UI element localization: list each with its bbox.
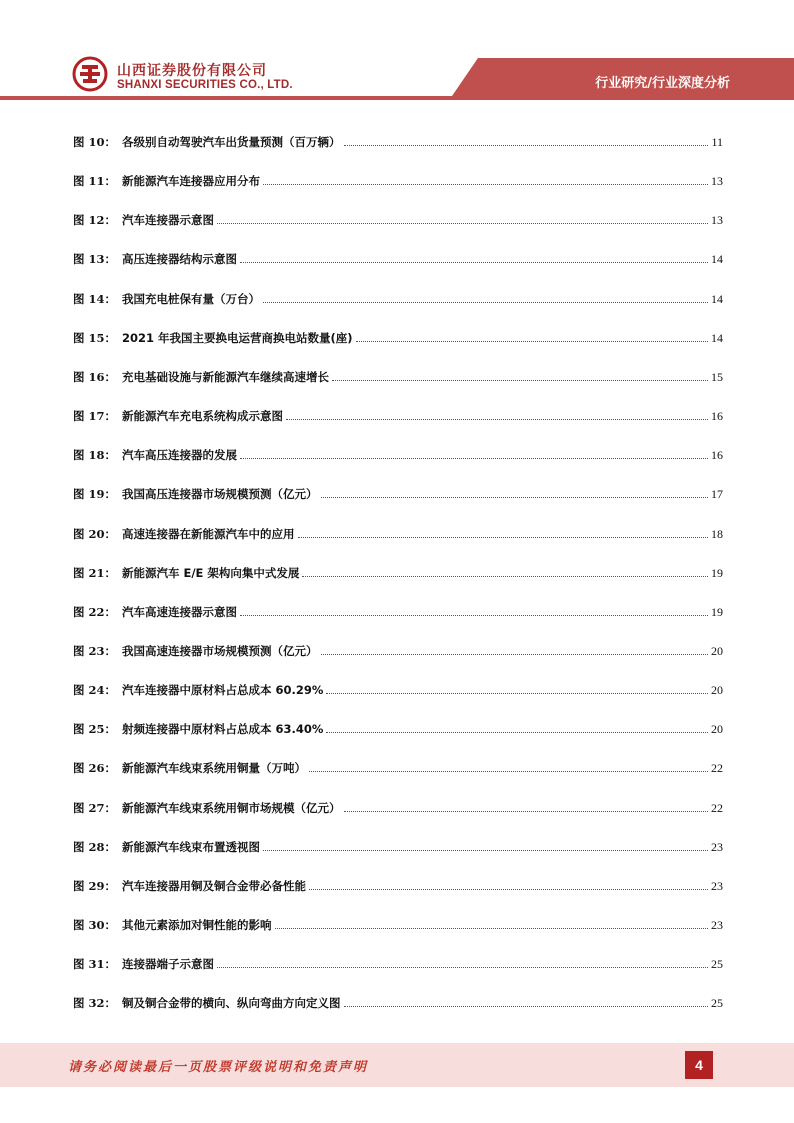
toc-entry-title: 新能源汽车充电系统构成示意图 [122,409,283,424]
toc-entry[interactable] [73,678,723,698]
toc-entry-page: 13 [711,213,723,228]
toc-entry-page: 22 [711,761,723,776]
toc-entry-page: 20 [711,722,723,737]
toc-dot-leader [332,379,708,381]
toc-entry-page: 23 [711,839,723,854]
toc-entry-title: 各级别自动驾驶汽车出货量预测（百万辆） [122,135,341,149]
toc-entry-label: 图 12： [73,213,117,228]
toc-entry-label: 图 29： [73,878,117,893]
toc-dot-leader [326,692,708,694]
toc-entry-title: 充电基础设施与新能源汽车继续高速增长 [122,369,329,384]
toc-entry[interactable] [73,835,723,855]
toc-entry-label: 图 26： [73,761,117,776]
toc-entry-title: 2021 年我国主要换电运营商换电站数量(座) [122,330,353,345]
toc-entry-page: 17 [711,487,723,502]
shanxi-securities-logo-icon [72,56,108,92]
toc-entry-title: 汽车高速连接器示意图 [122,604,237,619]
toc-entry[interactable] [73,952,723,972]
toc-entry[interactable] [73,130,723,150]
toc-entry-title: 汽车连接器示意图 [122,213,214,228]
company-name-en: SHANXI SECURITIES CO., LTD. [117,79,293,91]
toc-dot-leader [321,496,709,498]
toc-entry-page: 19 [711,604,723,619]
toc-entry[interactable] [73,365,723,385]
toc-entry-title: 新能源汽车线束布置透视图 [122,839,260,854]
toc-entry[interactable] [73,404,723,424]
toc-entry-title: 高压连接器结构示意图 [122,252,237,267]
toc-dot-leader [302,575,708,577]
toc-entry[interactable] [73,600,723,620]
toc-entry-label: 图 27： [73,800,117,815]
toc-entry-title: 高速连接器在新能源汽车中的应用 [122,526,295,541]
toc-entry[interactable] [73,326,723,346]
toc-entry[interactable] [73,208,723,228]
toc-entry-title: 新能源汽车 E/E 架构向集中式发展 [122,565,300,580]
toc-dot-leader [309,888,708,890]
page-footer [0,1043,794,1087]
toc-dot-leader [217,966,708,968]
toc-entry-page: 14 [711,252,723,267]
toc-dot-leader [309,770,708,772]
toc-entry-title: 我国充电桩保有量（万台） [122,291,260,306]
toc-entry-page: 23 [711,878,723,893]
toc-dot-leader [240,261,708,263]
toc-entry-page: 23 [711,918,723,932]
toc-dot-leader [321,653,709,655]
toc-entry-title: 汽车连接器用铜及铜合金带必备性能 [122,878,306,893]
toc-entry-page: 14 [711,291,723,306]
toc-entry[interactable] [73,561,723,581]
toc-entry-label: 图 25： [73,722,117,737]
toc-dot-leader [298,536,709,538]
toc-dot-leader [217,222,708,224]
toc-entry-label: 图 10： [73,135,117,149]
toc-entry-label: 图 24： [73,683,117,698]
toc-entry[interactable] [73,756,723,776]
toc-entry[interactable] [73,991,723,1011]
toc-entry[interactable] [73,522,723,542]
toc-entry-label: 图 18： [73,448,117,463]
header-banner-shape [0,0,794,110]
toc-entry-label: 图 23： [73,643,117,658]
toc-entry-label: 图 13： [73,252,117,267]
toc-entry-page: 22 [711,800,723,815]
toc-entry-label: 图 31： [73,957,117,972]
toc-entry-label: 图 20： [73,526,117,541]
toc-entry[interactable] [73,287,723,307]
toc-dot-leader [344,144,709,146]
toc-entry-title: 汽车高压连接器的发展 [122,448,237,463]
toc-entry-page: 11 [711,135,723,149]
toc-entry-title: 我国高速连接器市场规模预测（亿元） [122,643,318,658]
toc-entry-label: 图 28： [73,839,117,854]
toc-dot-leader [344,1005,709,1007]
toc-entry-title: 新能源汽车线束系统用铜市场规模（亿元） [122,800,341,815]
toc-entry-title: 我国高压连接器市场规模预测（亿元） [122,487,318,502]
toc-entry[interactable] [73,796,723,816]
toc-entry-page: 20 [711,683,723,698]
toc-entry-label: 图 21： [73,565,117,580]
toc-entry[interactable] [73,639,723,659]
toc-entry-title: 连接器端子示意图 [122,957,214,972]
toc-entry-label: 图 22： [73,604,117,619]
toc-entry[interactable] [73,443,723,463]
toc-entry-page: 20 [711,643,723,658]
toc-entry-page: 13 [711,174,723,189]
toc-entry-title: 其他元素添加对铜性能的影响 [122,918,272,932]
toc-entry-page: 25 [711,996,723,1011]
page-number: 4 [685,1051,713,1079]
toc-entry-title: 铜及铜合金带的横向、纵向弯曲方向定义图 [122,996,341,1011]
toc-dot-leader [263,849,708,851]
toc-entry-page: 16 [711,409,723,424]
toc-dot-leader [263,183,708,185]
toc-entry[interactable] [73,874,723,894]
toc-entry-label: 图 14： [73,291,117,306]
toc-dot-leader [286,418,708,420]
toc-dot-leader [326,731,708,733]
toc-entry-page: 19 [711,565,723,580]
toc-entry-label: 图 15： [73,330,117,345]
company-name-cn: 山西证券股份有限公司 [117,63,267,79]
toc-dot-leader [356,340,708,342]
toc-entry-label: 图 11： [73,174,117,189]
toc-dot-leader [240,457,708,459]
toc-entry-label: 图 17： [73,409,117,424]
toc-entry-page: 16 [711,448,723,463]
toc-entry-page: 14 [711,330,723,345]
toc-entry[interactable] [73,482,723,502]
toc-entry-label: 图 32： [73,996,117,1011]
toc-entry-title: 汽车连接器中原材料占总成本 60.29% [122,683,324,698]
toc-entry[interactable] [73,717,723,737]
toc-dot-leader [263,301,708,303]
toc-dot-leader [240,614,708,616]
toc-dot-leader [275,927,709,929]
report-category: 行业研究/行业深度分析 [595,76,730,91]
toc-entry-label: 图 19： [73,487,117,502]
toc-entry[interactable] [73,913,723,933]
toc-entry-title: 射频连接器中原材料占总成本 63.40% [122,722,324,737]
toc-entry-page: 25 [711,957,723,972]
page-header [0,0,794,110]
toc-entry-page: 18 [711,526,723,541]
toc-entry-title: 新能源汽车连接器应用分布 [122,174,260,189]
toc-dot-leader [344,810,709,812]
toc-entry-label: 图 30： [73,918,117,932]
toc-entry-title: 新能源汽车线束系统用铜量（万吨） [122,761,306,776]
toc-entry-page: 15 [711,369,723,384]
disclaimer-notice: 请务必阅读最后一页股票评级说明和免责声明 [68,1060,369,1075]
toc-entry[interactable] [73,169,723,189]
toc-entry[interactable] [73,247,723,267]
toc-entry-label: 图 16： [73,369,117,384]
